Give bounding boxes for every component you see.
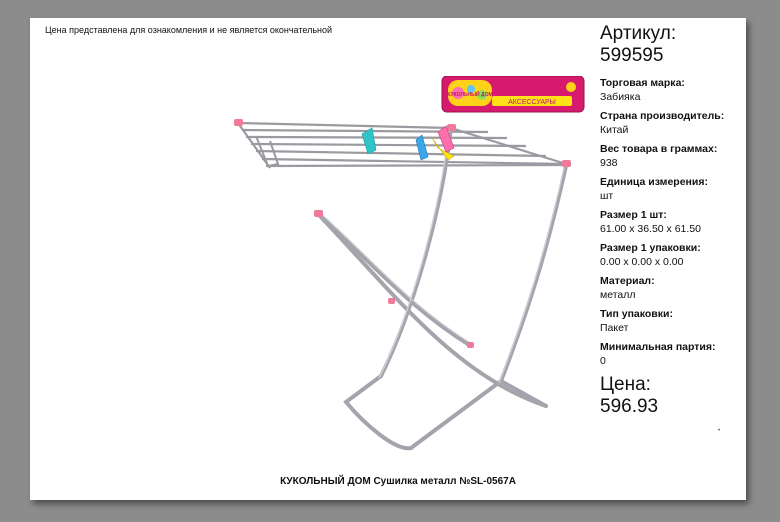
attr-value: 0.00 x 0.00 x 0.00 bbox=[600, 256, 684, 268]
product-info-panel bbox=[600, 20, 750, 417]
attr-value: 61.00 x 36.50 x 61.50 bbox=[600, 223, 701, 235]
attr-value: 938 bbox=[600, 157, 618, 169]
attr-value: Китай bbox=[600, 124, 629, 136]
label-card-subtext: АКСЕССУАРЫ bbox=[508, 99, 556, 106]
attr-value: Пакет bbox=[600, 322, 629, 334]
attr-min-batch bbox=[600, 341, 750, 368]
price-disclaimer: Цена представлена для ознакомления и не является окончательной bbox=[45, 25, 333, 35]
attr-unit bbox=[600, 176, 750, 203]
attr-weight bbox=[600, 143, 750, 170]
attr-country bbox=[600, 110, 750, 137]
footer-dot: • bbox=[718, 428, 721, 434]
attr-label: Минимальная партия: bbox=[600, 341, 716, 353]
clothes-dryer-illustration bbox=[226, 76, 586, 460]
attr-label: Торговая марка: bbox=[600, 77, 685, 89]
label-card-brand: КУКОЛЬНЫЙ ДОМ bbox=[447, 92, 493, 98]
dryer-rack-rails bbox=[238, 123, 566, 168]
attr-brand bbox=[600, 77, 750, 104]
product-caption: КУКОЛЬНЫЙ ДОМ Сушилка металл №SL-0567A bbox=[280, 476, 516, 487]
attr-label: Единица измерения: bbox=[600, 176, 708, 188]
attr-material bbox=[600, 275, 750, 302]
attr-label: Вес товара в граммах: bbox=[600, 143, 718, 155]
attr-label: Материал: bbox=[600, 275, 655, 287]
attr-package-size bbox=[600, 242, 750, 269]
attr-value: металл bbox=[600, 289, 636, 301]
attr-label: Размер 1 упаковки: bbox=[600, 242, 701, 254]
article-label: Артикул: bbox=[600, 23, 677, 44]
price-block bbox=[600, 374, 658, 418]
attr-package-type bbox=[600, 308, 750, 335]
attr-label: Страна производитель: bbox=[600, 110, 725, 122]
attr-value: 0 bbox=[600, 355, 606, 367]
attr-item-size bbox=[600, 209, 750, 236]
product-sheet bbox=[30, 18, 746, 500]
price-label: Цена: bbox=[600, 374, 651, 395]
packaging-label-card bbox=[442, 76, 584, 112]
article-value: 599595 bbox=[600, 45, 664, 66]
attr-label: Тип упаковки: bbox=[600, 308, 673, 320]
product-image bbox=[226, 76, 586, 460]
attr-label: Размер 1 шт: bbox=[600, 209, 667, 221]
price-value: 596.93 bbox=[600, 396, 659, 417]
attr-value: шт bbox=[600, 190, 614, 202]
attr-value: Забияка bbox=[600, 91, 641, 103]
